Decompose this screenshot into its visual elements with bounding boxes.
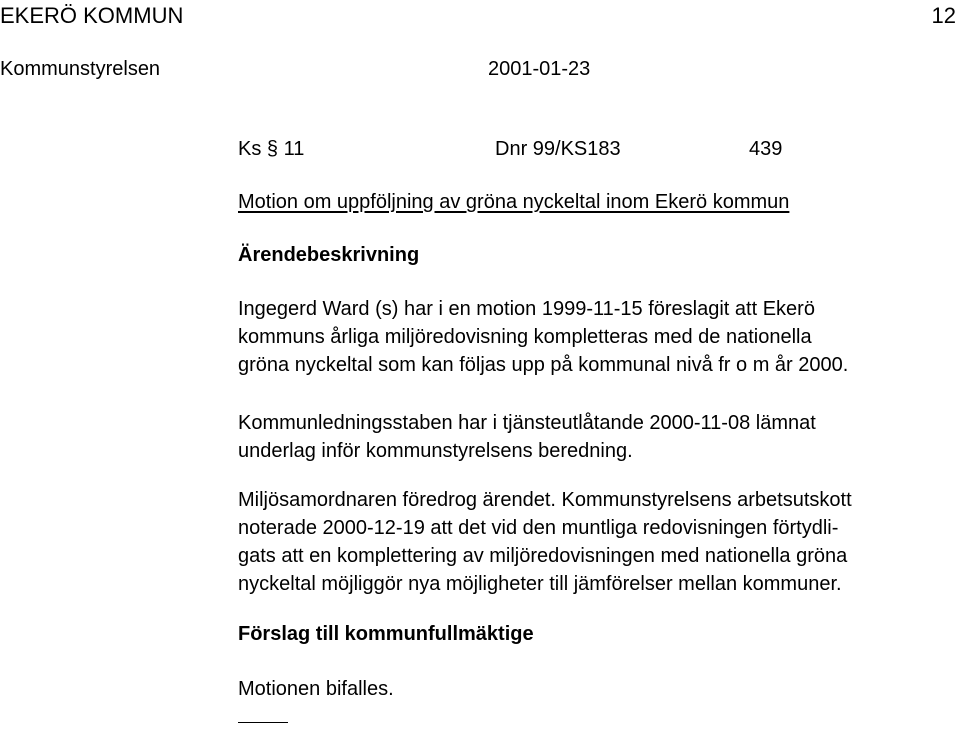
para1-line3: gröna nyckeltal som kan följas upp på kommunal nivå fr o m år 2000. [238,354,849,376]
proposal-heading: Förslag till kommunfullmäktige [238,623,534,645]
para3-line1: Miljösamordnaren föredrog ärendet. Kommunstyrelsens arbetsutskott [238,489,852,511]
header-page-number: 12 [931,3,956,28]
proposal-text: Motionen bifalles. [238,678,394,700]
case-dnr: Dnr 99/KS183 [495,138,621,160]
header-body: Kommunstyrelsen [0,58,161,80]
header-date: 2001-01-23 [488,58,591,80]
para2-line2: underlag inför kommunstyrelsens beredning. [238,440,633,462]
para2-line1: Kommunledningsstaben har i tjänsteutlåtande 2000-11-08 lämnat [238,412,816,434]
para1-line1: Ingegerd Ward (s) har i en motion 1999-11-15 föreslagit att Ekerö [238,298,815,320]
para3-line3: gats att en komplettering av miljöredovisningen med nationella gröna [238,545,848,567]
para3-line2: noterade 2000-12-19 att det vid den muntliga redovisningen förtydli- [238,517,839,539]
description-heading: Ärendebeskrivning [238,244,420,266]
case-ref: 439 [749,138,783,160]
para3-line4: nyckeltal möjliggör nya möjligheter till jämförelser mellan kommuner. [238,573,842,595]
para1-line2: kommuns årliga miljöredovisning kompletteras med de nationella [238,326,812,348]
header-org: EKERÖ KOMMUN [0,3,184,28]
case-title: Motion om uppföljning av gröna nyckeltal inom Ekerö kommun [238,191,790,213]
bottom-rule [238,722,288,723]
case-number: Ks § 11 [238,138,305,160]
